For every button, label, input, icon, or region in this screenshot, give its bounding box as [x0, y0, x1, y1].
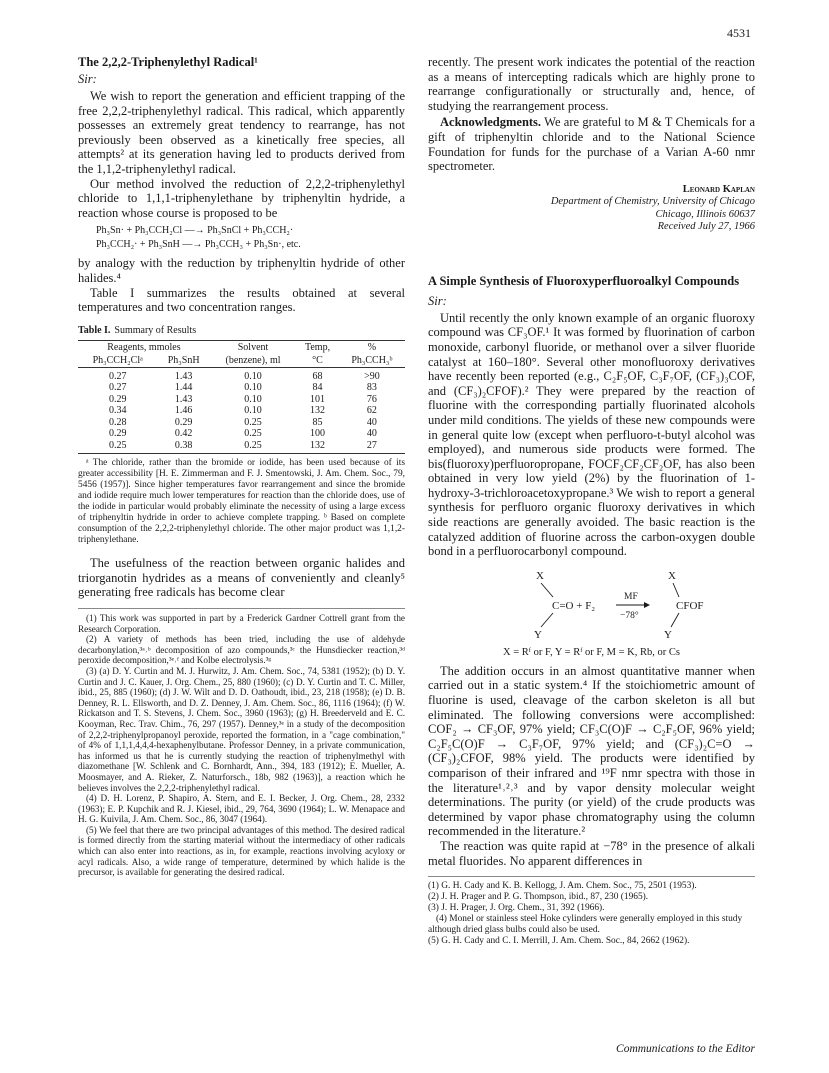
author-city: Chicago, Illinois 60637: [655, 208, 755, 220]
equation-2: Ph₃CCH₂· + Ph₃SnH —→ Ph₃CCH₃ + Ph₃Sn·, etc.: [96, 239, 301, 251]
results-table: [78, 340, 405, 455]
catalyst-label: MF: [624, 591, 638, 602]
table-header: Temp,: [296, 340, 339, 354]
table-row: [78, 440, 405, 454]
footnote-divider: [78, 608, 405, 609]
table-header: Ph₃CCH₃ᵇ: [339, 354, 405, 368]
author-name: Leonard Kaplan: [682, 183, 755, 195]
table-cell: 101: [310, 393, 325, 405]
salutation: Sir:: [428, 293, 447, 308]
table-cell: 40: [366, 428, 377, 440]
scheme-caption: X = Rᶠ or F, Y = Rᶠ or F, M = K, Rb, or Cs: [503, 646, 680, 658]
table-caption-text: Summary of Results: [114, 324, 197, 336]
table-cell: 84: [312, 382, 323, 394]
bond-line: [671, 613, 679, 627]
table-cell: 1.46: [174, 405, 193, 417]
footnote: (3) J. H. Prager, J. Org. Chem., 31, 392 (1966).: [428, 903, 605, 914]
footnote: (2) J. H. Prager and P. G. Thompson, ibid., 87, 230 (1965).: [428, 892, 649, 903]
table-header: Ph₃SnH: [157, 354, 209, 368]
arrow-head-icon: [644, 602, 650, 608]
reaction-scheme-diagram: [428, 565, 755, 645]
table-cell: 83: [366, 382, 377, 394]
paragraph: Until recently the only known example of an organic fluoroxy compound was CF₃OF.¹ It was formed by fluorination of carbon monoxide, carbonyl fluoride, or methanol over a silver fluoride catalyst at 160–180°. Several other monofluoroxy derivatives have recently been reported (e.g., C₂F₅OF, C₃F₇OF, (CF₃)₃COF, and (CF₃)₂CFOF).² They were prepared by the reaction of fluorine with the corresponding partially fluorinated alcohols under mild conditions. The yields of these new compounds were in general quite low (except when perfluoro-t-butyl alcohol was employed), and numerous side products were formed. The bis(fluoroxy)perfluoropropane, FOCF₂CF₂CF₂OF, has also been obtained in very low yield (2%) by the fluorination of 1-hydroxy-3-trichloroacetoxypropane.³ We wish to report a general synthesis for perfluoro organic fluoroxy derivatives in which side reactions are generally avoided. The basic reaction is the catalyzed addition of fluorine across the carbon-oxygen double bond in a perfluorocarbonyl compound.: [428, 310, 755, 559]
product: CFOF: [676, 599, 704, 612]
footnote: (4) D. H. Lorenz, P. Shapiro, A. Stern, and E. I. Becker, J. Org. Chem., 28, 2332 (1963); E. P. Kupchik and R. J. Kiesel, ibid., 29, 764, 3690 (1964); L. W. Menapace and H. G. Kuivila, J. Am. Chem. Soc., 86, 3047 (1964).: [78, 793, 405, 825]
table-cell: 68: [312, 370, 323, 382]
left-column: [78, 55, 405, 878]
table-cell: 27: [339, 440, 405, 454]
table-cell: 0.29: [108, 428, 127, 440]
table-cell: 62: [366, 405, 377, 417]
article-title: The 2,2,2-Triphenylethyl Radical¹: [78, 55, 258, 69]
table-cell: 0.25: [210, 440, 296, 454]
footnote: (1) G. H. Cady and K. B. Kellogg, J. Am. Chem. Soc., 75, 2501 (1953).: [428, 881, 697, 892]
table-cell: 0.10: [244, 382, 262, 394]
journal-section-footer: Communications to the Editor: [616, 1043, 755, 1055]
temperature-label: −78°: [620, 610, 639, 621]
carbonyl-reactants: C=O + F₂: [552, 599, 596, 612]
table-row: [78, 428, 405, 440]
table-cell: 0.10: [244, 370, 262, 382]
table-header: Solvent: [210, 340, 296, 354]
footnote: (5) We feel that there are two principal advantages of this method. The desired radical is formed directly from the starting material without the intermediacy of other radicals which can also enter into reactions, as in, for example, reactions involving acyloxy or acyl radicals. Also, a wide range of temperature, determined by which halide is the precursor, is available for generating the desired radical.: [78, 824, 405, 878]
acknowledgments: [428, 115, 755, 173]
table-cell: 0.25: [244, 428, 262, 440]
table-cell: 132: [296, 440, 339, 454]
table-cell: 1.44: [174, 382, 193, 394]
reaction-equations: [96, 224, 405, 252]
paragraph: recently. The present work indicates the potential of the reaction as a means of intercepting radicals which are highly prone to rearrange configurationally or structurally and, hence, of studying the rearrangement process.: [428, 55, 755, 113]
table-cell: 0.10: [244, 405, 262, 417]
table-cell: 0.34: [108, 405, 127, 417]
table-cell: >90: [364, 370, 380, 382]
table-cell: 100: [310, 428, 325, 440]
table-header: Ph₃CCH₂Clᵃ: [78, 354, 157, 368]
right-column: [428, 55, 755, 947]
table-header: °C: [296, 354, 339, 368]
paragraph: The usefulness of the reaction between organic halides and triorganotin hydrides as a means of conveniently and cleanly⁵ generating free radicals has become clear: [78, 556, 405, 600]
table-header: (benzene), ml: [210, 354, 296, 368]
equation-1: Ph₃Sn· + Ph₃CCH₂Cl —→ Ph₃SnCl + Ph₃CCH₂·: [96, 225, 294, 237]
paragraph: Our method involved the reduction of 2,2,2-triphenylethyl chloride to 1,1,1-triphenylethane by triphenyltin hydride, a reaction whose course is proposed to be: [78, 176, 405, 220]
salutation: Sir:: [78, 72, 97, 86]
paragraph: We wish to report the generation and efficient trapping of the free 2,2,2-triphenylethyl radical. This radical, which apparently possesses an extremely great tendency to rearrange, has not previously been observed as a kinetically free species, all attempts² at its generation having led to products derived from the 1,1,2-triphenylethyl radical.: [78, 89, 405, 176]
table-cell: 0.27: [108, 382, 127, 394]
table-label: Table I.: [78, 324, 111, 336]
table-cell: 76: [366, 393, 377, 405]
author-signature: [428, 184, 755, 234]
acknowledgments-heading: Acknowledgments.: [440, 115, 542, 130]
paragraph: The addition occurs in an almost quantitative manner when carried out in a static system.⁴ If the stoichiometric amount of fluorine is used, cleavage of the carbon skeleton is all but eliminated. The following conversions were accomplished: COF₂ → CF₃OF, 97% yield; CF₃C(O)F → C₂F₅OF, 96% yield; C₂F₅C(O)F → C₃F₇OF, 97% yield; and (CF₃)₂C=O → (CF₃)₂CFOF, 98% yield. The products were identified by comparison of their infrared and ¹⁹F nmr spectra with those in the literature¹˒²˒³ and by vapor density molecular weight determinations. The purity (or yield) of the crude products was determined by vapor phase chromatography using the column recommended in the literature.²: [428, 663, 755, 839]
table-cell: 132: [310, 405, 325, 417]
table-cell: 0.25: [78, 440, 157, 454]
substituent-y-left: Y: [534, 628, 542, 641]
paragraph: by analogy with the reduction by triphenyltin hydride of other halides.⁴: [78, 256, 405, 285]
table-cell: 40: [366, 416, 377, 428]
table-footnote: ᵃ The chloride, rather than the bromide or iodide, has been used because of its greater accessibility [H. E. Zimmerman and F. J. Smentowski, J. Am. Chem. Soc., 79, 5456 (1957)]. Since higher temperatures favor rearrangement and since the bromide and iodide require much lower temperatures for reaction than the chloride does, use of the iodide in particular would probably eliminate the necessity of using a large excess of triphenyltin hydride in order to achieve complete trapping. ᵇ Based on complete consumption of the 2,2,2-triphenylethyl chloride. The other major product was 1,1,2-triphenylethane.: [78, 458, 405, 546]
table-cell: 0.42: [174, 428, 193, 440]
table-caption: [78, 325, 405, 336]
table-cell: 0.29: [174, 416, 193, 428]
table-row: [78, 382, 405, 394]
table-header: %: [339, 340, 405, 354]
bond-line: [541, 613, 553, 627]
footnote: (4) Monel or stainless steel Hoke cylinders were generally employed in this study although dried glass bulbs could also be used.: [428, 914, 743, 936]
footnote: (1) This work was supported in part by a Frederick Gardner Cottrell grant from the Research Corporation.: [78, 613, 405, 634]
table-row: [78, 417, 405, 429]
reaction-scheme: [428, 565, 755, 645]
table-cell: 0.38: [157, 440, 209, 454]
table-cell: 0.28: [108, 416, 127, 428]
table-row: [78, 394, 405, 406]
table-row: [78, 405, 405, 417]
table-header: Reagents, mmoles: [78, 340, 210, 354]
substituent-x-right: X: [668, 569, 676, 582]
table-cell: 85: [312, 416, 323, 428]
table-cell: 0.25: [244, 416, 262, 428]
page-number: 4531: [727, 26, 751, 40]
substituent-y-right: Y: [664, 628, 672, 641]
table-row: [78, 367, 405, 382]
table-cell: 1.43: [174, 393, 193, 405]
article-title: A Simple Synthesis of Fluoroxyperfluoroalkyl Compounds: [428, 273, 740, 288]
table-cell: 0.10: [244, 393, 262, 405]
footnote-divider: [428, 876, 755, 877]
table-cell: 1.43: [174, 370, 193, 382]
received-date: Received July 27, 1966: [657, 221, 755, 233]
table-cell: 0.29: [108, 393, 127, 405]
paragraph: Table I summarizes the results obtained at several temperatures and two concentration ranges.: [78, 285, 405, 315]
footnote: (3) (a) D. Y. Curtin and M. J. Hurwitz, J. Am. Chem. Soc., 74, 5381 (1952); (b) D. Y. Curtin and J. C. Kauer, J. Org. Chem., 25, 880 (1960); (c) D. Y. Curtin and T. C. Miller, ibid., 25, 885 (1960); (d) J. W. Wilt and D. D. Oathoudt, ibid., 23, 218 (1958); (e) D. B. Denney, R. L. Ellsworth, and D. Z. Denney, J. Am. Chem. Soc., 86, 1116 (1964); (f) W. Rickatson and T. S. Stevens, J. Chem. Soc., 3960 (1963); (g) H. Breederveld and E. C. Kooyman, Rec. Trav. Chim., 76, 297 (1957). Denney,³ᵉ in a study of the decomposition of 2,2,2-triphenylpropanoyl peroxide, reported the formation, in a "cage combination," of 4% of 1,1,1,4,4,4-hexaphenylbutane. Professor Denney, in a private communication, has informed us that he is currently studying the reaction of triphenylmethyl with diazomethane [W. Schlenk and C. Bornhardt, Ann., 394, 183 (1912); E. Mueller, A. Moosmayer, and A. Rieker, Z. Naturforsch., 18b, 982 (1963)], a reaction which he believes involves the 2,2,2-triphenylethyl radical.: [78, 665, 405, 793]
author-department: Department of Chemistry, University of Chicago: [550, 196, 755, 208]
bond-line: [673, 583, 679, 597]
table-cell: 0.27: [108, 370, 127, 382]
footnote: (2) A variety of methods has been tried, including the use of aldehyde decarbonylation,³ᵃ˒ᵇ decomposition of azo compounds,³ᶜ the Hunsdiecker reaction,³ᵈ peroxide decomposition,³ᵉ˒ᶠ and Kolbe electrolysis.³ᵍ: [78, 634, 405, 666]
footnote: (5) G. H. Cady and C. I. Merrill, J. Am. Chem. Soc., 84, 2662 (1962).: [428, 936, 690, 947]
acknowledgments-text: We are grateful to M & T Chemicals for a gift of triphenyltin chloride and to the National Science Foundation for funds for the purchase of a Varian A-60 nmr spectrometer.: [428, 115, 756, 174]
paragraph: The reaction was quite rapid at −78° in the presence of alkali metal fluorides. No apparent differences in: [428, 838, 755, 868]
bond-line: [541, 583, 553, 597]
substituent-x-left: X: [536, 569, 544, 582]
